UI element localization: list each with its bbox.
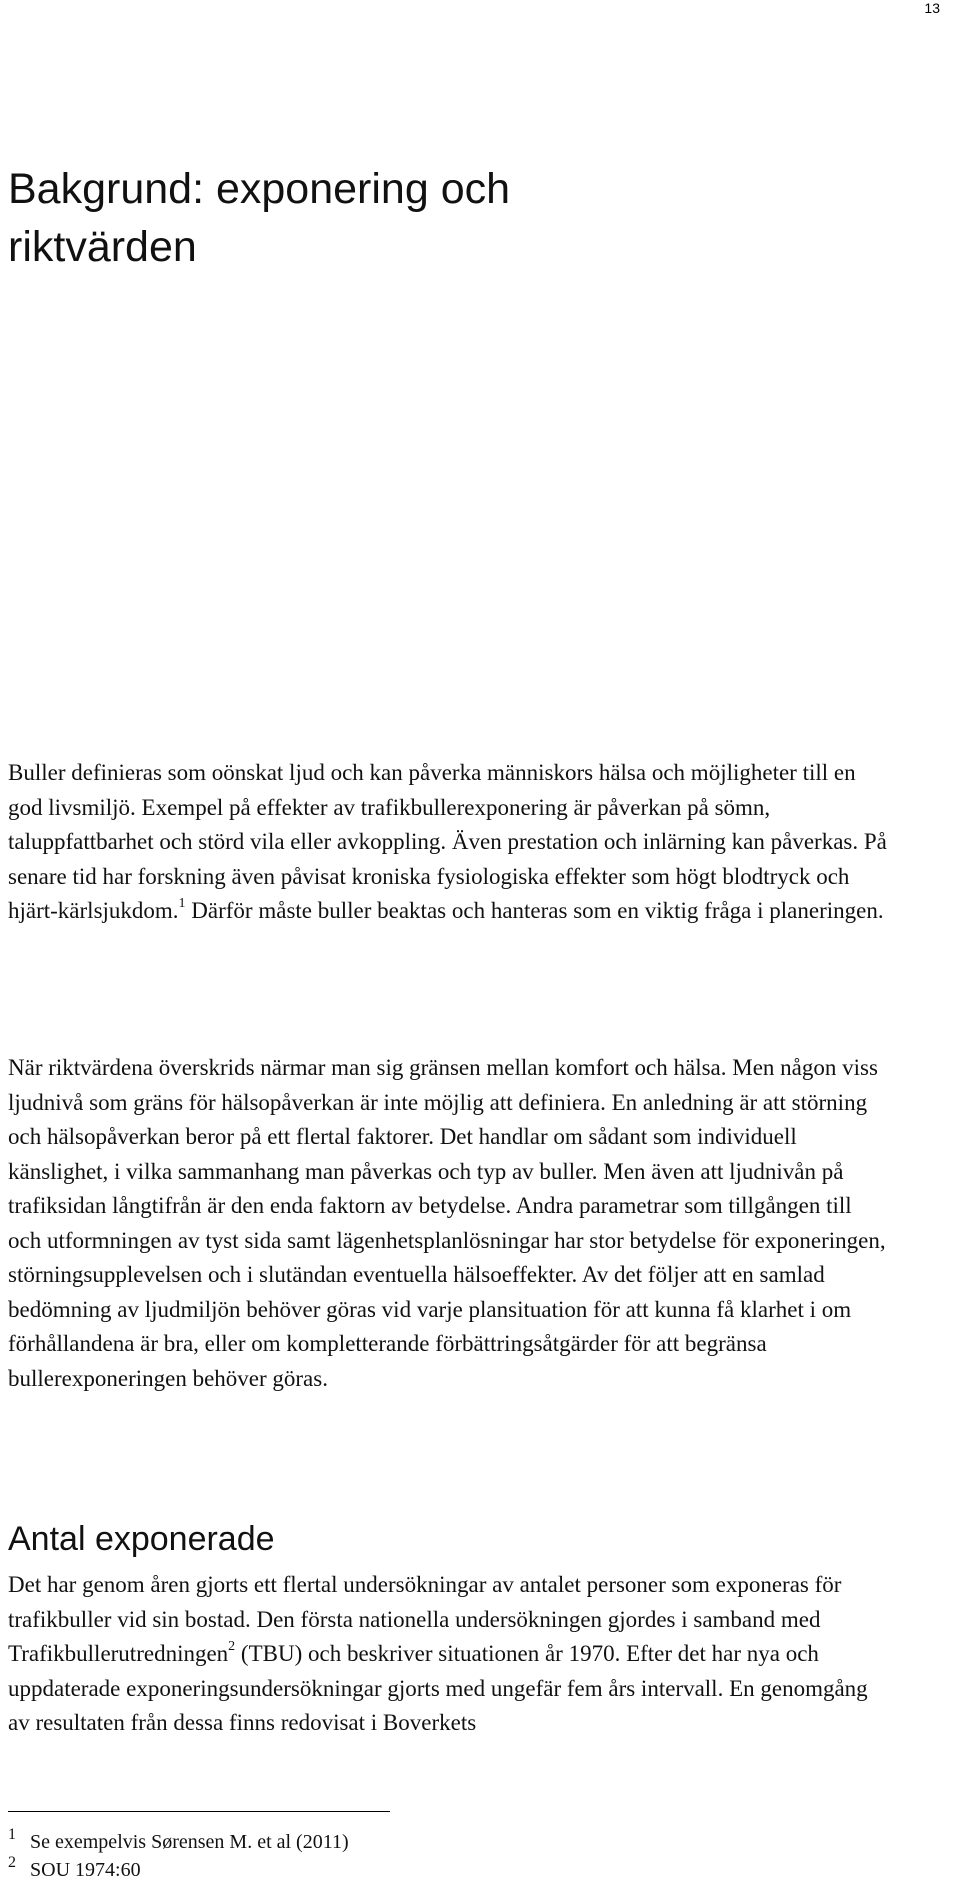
footnote-2-text: SOU 1974:60	[30, 1859, 141, 1881]
intro-paragraph	[8, 756, 888, 929]
footnote-ref-2: 2	[228, 1639, 236, 1655]
section-text-part-2: (TBU) och beskriver situationen år 1970. Efter det har nya och uppdaterade exponeringsundersökningar gjorts med ungefär fem års intervall. En genomgång av resultaten från dessa finns redovisat i Boverkets	[8, 1641, 868, 1735]
footnote-2-marker: 2	[8, 1854, 16, 1871]
chapter-title-line-2: riktvärden	[8, 223, 197, 271]
riktvarden-paragraph-text: När riktvärdena överskrids närmar man sig gränsen mellan komfort och hälsa. Men någon viss ljudnivå som gräns för hälsopåverkan är inte möjlig att definiera. En anledning är att störning och hälsopåverkan beror på ett flertal faktorer. Det handlar om sådant som individuell känslighet, i vilka sammanhang man påverkas och typ av buller. Men även att ljudnivån på trafiksidan långtifrån är den enda faktorn av betydelse. Andra parametrar som tillgången till och utformningen av tyst sida samt lägenhetsplanlösningar har stor betydelse för exponeringen, störningsupplevelsen och i slutändan eventuella hälsoeffekter. Av det följer att en samlad bedömning av ljudmiljön behöver göras vid varje plansituation för att kunna få klarhet i om förhållandena är bra, eller om kompletterande förbättringsåtgärder för att begränsa bullerexponeringen behöver göras.	[8, 1055, 886, 1391]
chapter-title	[8, 160, 908, 276]
riktvarden-paragraph	[8, 1051, 888, 1396]
footnote-separator	[8, 1811, 390, 1812]
intro-text-part-2: Därför måste buller beaktas och hanteras som en viktig fråga i planeringen.	[185, 898, 884, 923]
section-paragraph	[8, 1568, 888, 1741]
chapter-title-line-1: Bakgrund: exponering och	[8, 165, 511, 213]
footnote-2	[8, 1854, 141, 1884]
section-heading: Antal exponerade	[8, 1520, 275, 1558]
footnote-1-marker: 1	[8, 1826, 16, 1843]
intro-text-part-1: Buller definieras som oönskat ljud och kan påverka människors hälsa och möjligheter till en god livsmiljö. Exempel på effekter av trafikbullerexponering är påverkan på sömn, taluppfattbarhet och störd vila eller avkoppling. Även prestation och inlärning kan påverkas. På senare tid har forskning även påvisat kroniska fysiologiska effekter som högt blodtryck och hjärt-kärlsjukdom.	[8, 760, 887, 923]
section-text-part-1: Det har genom åren gjorts ett flertal undersökningar av antalet personer som exponeras för trafikbuller vid sin bostad. Den första nationella undersökningen gjordes i samband med Trafikbullerutredningen	[8, 1572, 842, 1666]
footnote-1	[8, 1826, 349, 1856]
page-number: 13	[924, 0, 940, 16]
footnote-ref-1: 1	[178, 896, 186, 912]
footnote-1-text: Se exempelvis Sørensen M. et al (2011)	[30, 1831, 349, 1853]
